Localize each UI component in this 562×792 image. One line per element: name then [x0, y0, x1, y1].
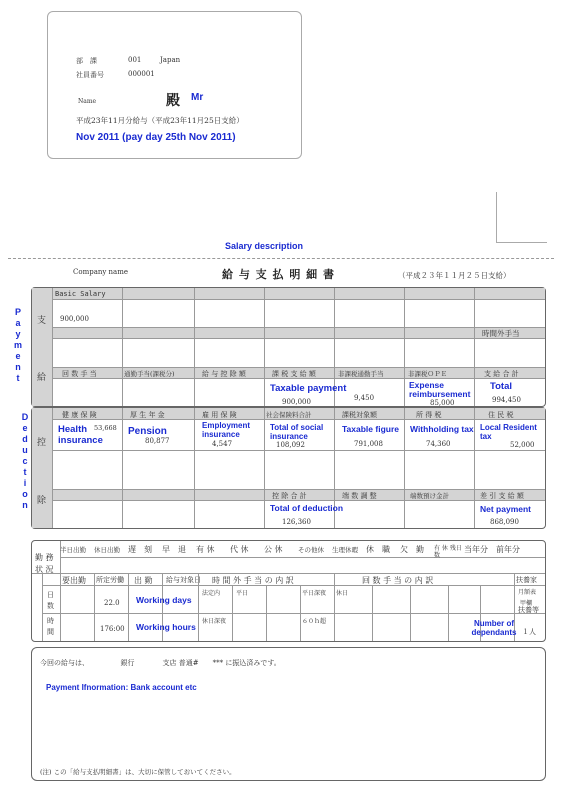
pay-col-4: 課 税 支 給 額	[272, 370, 316, 378]
ot-label-4: 休日	[336, 590, 349, 597]
att-row2-7: 扶養家	[516, 576, 537, 584]
ded-col-1: 健 康 保 険	[62, 411, 97, 419]
salary-description: Salary description	[225, 241, 304, 251]
period-jp: 平成23年11月分給与（平成23年11月25日支給）	[76, 116, 244, 125]
expense-value: 85,000	[430, 399, 455, 407]
payment-en-vertical: P a y m e n t	[13, 307, 22, 383]
attendance-side-2: 状 況	[35, 565, 54, 574]
deduction-side-jp-1: 控	[37, 438, 47, 448]
dept-code: 001	[128, 56, 142, 64]
ded-col-7: 住 民 税	[488, 411, 514, 419]
withholding-value: 74,360	[426, 440, 451, 448]
bank-note: (注) この「給与支払明細書」は、大切に保管しておいてください。	[40, 768, 236, 776]
att-row2-1: 要出勤	[62, 576, 86, 585]
employee-no: 000001	[128, 70, 155, 78]
envelope-window	[47, 11, 302, 159]
basic-salary-value: 900,000	[60, 315, 89, 323]
name-label: Name	[78, 98, 97, 105]
period-en: Nov 2011 (pay day 25th Nov 2011)	[76, 132, 236, 143]
pay-col-5: 非課税通勤手当	[338, 370, 384, 378]
payment-side-jp-1: 支	[37, 316, 47, 326]
honorific-en: Mr	[191, 92, 204, 103]
total-value: 994,450	[492, 396, 521, 404]
expense-en: Expense reimbursement	[409, 380, 471, 399]
social-total-en: Total of social insurance	[270, 423, 324, 441]
hours-value: 176:00	[100, 625, 125, 633]
resident-en: Local Resident tax	[480, 423, 537, 441]
attendance-side-1: 勤 務	[35, 553, 54, 562]
pay-col-2: 通勤手当(課税分)	[124, 370, 175, 378]
ded-bottom-1: 控 除 合 計	[272, 492, 307, 500]
health-en: Health insurance	[58, 424, 103, 446]
ot-label-3: 平日深夜	[302, 590, 327, 597]
deduction-side-jp-2: 除	[37, 496, 47, 506]
pay-col-3: 給 与 控 除 額	[202, 370, 246, 378]
taxable-payment-value: 900,000	[282, 398, 311, 406]
total-en: Total	[490, 381, 512, 392]
ot-label-6: ６０ｈ超	[302, 618, 327, 625]
health-value: 53,668	[94, 424, 117, 432]
working-hours-en: Working hours	[136, 622, 196, 632]
pay-col-7: 支 給 合 計	[484, 370, 519, 378]
ded-col-2: 厚 生 年 金	[130, 411, 165, 419]
employment-value: 4,547	[212, 440, 233, 448]
working-days-en: Working days	[136, 595, 192, 605]
deduction-side-col	[32, 408, 52, 528]
ded-bottom-3: 端数預け金計	[410, 492, 449, 500]
dependants-value: １人	[522, 628, 536, 636]
ot-label-1: 法定内	[202, 590, 221, 597]
cut-line	[8, 258, 554, 259]
taxable-figure-en: Taxable figure	[342, 424, 399, 434]
dependants-en: Number of dependants	[471, 619, 517, 637]
att-row2-3: 出 勤	[134, 576, 153, 585]
employment-en: Employment insurance	[202, 421, 251, 439]
right-label-2: 甲欄	[520, 600, 533, 607]
social-total-value: 108,092	[276, 441, 305, 449]
document-title: 給 与 支 払 明 細 書	[222, 268, 335, 281]
pay-col-6: 非課税ＯＰＥ	[408, 370, 447, 378]
payment-table	[31, 287, 546, 407]
net-payment-en: Net payment	[480, 504, 532, 514]
attendance-table	[31, 540, 546, 642]
ded-col-4: 社会保険料合計	[266, 411, 312, 419]
ded-bottom-2: 端 数 調 整	[342, 492, 377, 500]
total-deduction-en: Total of deduction	[270, 503, 344, 513]
days-label: 日 数	[47, 591, 54, 610]
net-payment-value: 868,090	[490, 518, 519, 526]
taxable-figure-value: 791,008	[354, 440, 383, 448]
att-row2-6: 回 数 手 当 の 内 訳	[362, 576, 434, 585]
right-label-1: 月額表	[518, 589, 537, 596]
overtime-label: 時間外手当	[482, 329, 520, 338]
payment-side-jp-2: 給	[37, 373, 47, 383]
basic-salary-label: Basic Salary	[55, 290, 106, 298]
att-row2-5: 時 間 外 手 当 の 内 訳	[212, 576, 294, 585]
att-row2-4: 給与対象日	[166, 576, 201, 584]
ded-col-3: 雇 用 保 険	[202, 411, 237, 419]
hours-label: 時 間	[47, 617, 54, 636]
right-label-3: 扶養等	[518, 606, 539, 614]
taxable-payment-en: Taxable payment	[270, 383, 347, 394]
stamp-box	[496, 192, 547, 243]
ot-label-5: 休日深夜	[202, 618, 227, 625]
nontax-commute-value: 9,450	[354, 394, 375, 402]
pension-value: 80,877	[145, 437, 170, 445]
honorific: 殿	[166, 93, 180, 109]
payment-information: Payment Ifnormation: Bank account etc	[46, 683, 197, 692]
ded-col-6: 所 得 税	[416, 411, 442, 419]
ot-label-2: 平日	[236, 590, 249, 597]
days-value: 22.0	[104, 599, 120, 607]
dept-label: 部 課	[76, 57, 97, 65]
total-deduction-value: 126,360	[282, 518, 311, 526]
payment-side-col	[32, 288, 52, 406]
attendance-top-row: 半日出勤 休日出勤 遅 刻 早 退 有 休 代 休 公 休 その他休 生理休暇 休 職 欠 勤 有 休 残日数 当年分 前年分	[60, 545, 520, 559]
pension-en: Pension	[128, 426, 167, 437]
pay-col-1: 回 数 手 当	[62, 370, 97, 378]
dept-name: Japan	[160, 56, 181, 64]
company-label: Company name	[73, 268, 129, 276]
withholding-en: Withholding tax	[410, 424, 474, 434]
pay-date: （平成２３年１１月２５日支給）	[398, 271, 511, 280]
employee-no-label: 社員番号	[76, 71, 104, 79]
ded-bottom-4: 差 引 支 給 額	[480, 492, 524, 500]
bank-section	[31, 647, 546, 781]
att-row2-2: 所定労働	[96, 576, 124, 584]
ded-col-5: 課税対象額	[342, 411, 377, 419]
bank-line: 今回の給与は、 銀行 支店 普通# *** に振込済みです。	[40, 659, 281, 667]
deduction-table	[31, 407, 546, 529]
resident-value: 52,000	[510, 441, 535, 449]
deduction-en-vertical: D e d u c t i o n	[21, 412, 29, 510]
